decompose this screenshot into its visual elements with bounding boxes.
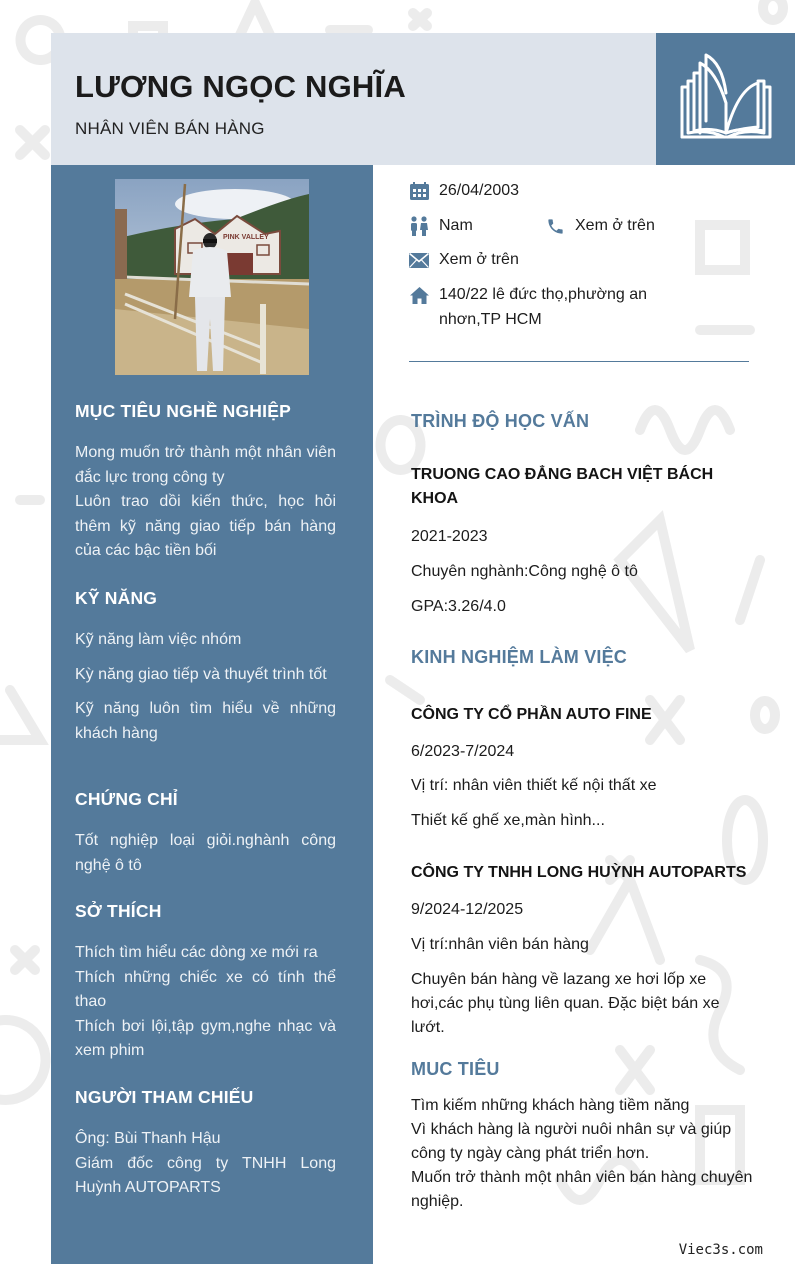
hobbies-title: SỞ THÍCH	[75, 901, 162, 921]
objective-line: Muốn trở thành một nhân viên bán hàng chuyên nghiệp.	[411, 1169, 753, 1210]
job-period: 9/2024-12/2025	[411, 901, 524, 918]
objective-line: Tìm kiếm những khách hàng tiềm năng	[411, 1097, 690, 1114]
svg-text:PINK VALLEY: PINK VALLEY	[223, 234, 269, 241]
contact-gender	[409, 216, 473, 238]
contact-phone	[545, 216, 655, 238]
profile-photo	[115, 179, 309, 375]
hobby-line: Thích những chiếc xe có tính thể thao	[75, 968, 336, 1010]
address-line-1: 140/22 lê đức thọ,phường an	[439, 286, 648, 303]
contact-divider	[409, 361, 749, 362]
job-company: CÔNG TY TNHH LONG HUỲNH AUTOPARTS	[411, 864, 747, 881]
education-major: Chuyên nghành:Công nghệ ô tô	[411, 563, 638, 580]
candidate-name: LƯƠNG NGỌC NGHĨA	[75, 69, 406, 104]
education-title: TRÌNH ĐỘ HỌC VẤN	[411, 411, 590, 431]
profile-photo-image	[115, 179, 309, 375]
phone-icon	[545, 216, 565, 236]
objective-title: MUC TIÊU	[411, 1059, 500, 1079]
job-description: Thiết kế ghế xe,màn hình...	[411, 812, 605, 829]
contact-address	[409, 285, 647, 332]
calendar-icon	[409, 181, 429, 201]
experience-title: KINH NGHIỆM LÀM VIỆC	[411, 647, 628, 667]
job-description: Chuyên bán hàng về lazang xe hơi lốp xe hơi,các phụ tùng liên quan. Đặc biệt bán xe lướt.	[411, 971, 720, 1036]
reference-line: Ông: Bùi Thanh Hậu	[75, 1130, 221, 1147]
watermark: Viec3s.com	[678, 1242, 763, 1258]
skill-item: Kỹ năng làm việc nhóm	[75, 631, 242, 648]
phone-value: Xem ở trên	[575, 217, 655, 234]
education-period: 2021-2023	[411, 528, 488, 545]
hobby-line: Thích tìm hiểu các dòng xe mới ra	[75, 944, 318, 961]
job-title: NHÂN VIÊN BÁN HÀNG	[75, 119, 265, 138]
birthday-value: 26/04/2003	[439, 182, 520, 199]
contact-email	[409, 250, 519, 272]
certificates-section	[75, 789, 336, 878]
header-icon-box	[656, 33, 795, 165]
email-value: Xem ở trên	[439, 251, 519, 268]
hobbies-section	[75, 901, 336, 1064]
objective-text	[411, 1094, 756, 1214]
career-goal-section	[75, 401, 336, 564]
skill-item: Kỳ năng giao tiếp và thuyết trình tốt	[75, 665, 327, 683]
job-position: Vị trí: nhân viên thiết kế nội thất xe	[411, 777, 657, 794]
gender-value: Nam	[439, 217, 473, 234]
skill-item: Kỹ năng luôn tìm hiểu về những khách hàng	[75, 700, 336, 742]
job-company: CÔNG TY CỔ PHẦN AUTO FINE	[411, 706, 652, 723]
skills-title: KỸ NĂNG	[75, 588, 158, 608]
career-goal-title: MỤC TIÊU NGHỀ NGHIỆP	[75, 401, 291, 421]
certificates-title: CHỨNG CHỈ	[75, 789, 178, 809]
contact-birthday	[409, 181, 519, 203]
people-icon	[409, 216, 429, 236]
skills-section	[75, 588, 336, 746]
hobby-line: Thích bơi lội,tập gym,nghe nhạc và xem phim	[75, 1017, 336, 1059]
objective-line: Vì khách hàng là người nuôi nhân sự và giúp công ty ngày càng phát triển hơn.	[411, 1121, 732, 1162]
address-line-2: nhơn,TP HCM	[439, 311, 542, 328]
open-book-icon	[678, 53, 774, 145]
header	[51, 33, 656, 165]
job-period: 6/2023-7/2024	[411, 743, 515, 760]
sidebar	[51, 165, 373, 1264]
main-content	[373, 165, 800, 1264]
career-goal-line: Mong muốn trở thành một nhân viên đắc lực trong công ty	[75, 444, 336, 486]
career-goal-line: Luôn trao dồi kiến thức, học hỏi thêm kỹ năng giao tiếp bán hàng của các bậc tiền bối	[75, 493, 336, 559]
school-name: TRUONG CAO ĐẲNG BACH VIỆT BÁCH KHOA	[411, 466, 714, 507]
job-position: Vị trí:nhân viên bán hàng	[411, 936, 589, 953]
certificate-item: Tốt nghiệp loại giỏi.nghành công nghệ ô tô	[75, 832, 336, 874]
references-title: NGƯỜI THAM CHIẾU	[75, 1087, 254, 1107]
reference-line: Giám đốc công ty TNHH Long Huỳnh AUTOPARTS	[75, 1154, 336, 1196]
home-icon	[409, 285, 429, 305]
education-gpa: GPA:3.26/4.0	[411, 598, 506, 615]
references-section	[75, 1087, 336, 1201]
envelope-icon	[409, 250, 429, 270]
